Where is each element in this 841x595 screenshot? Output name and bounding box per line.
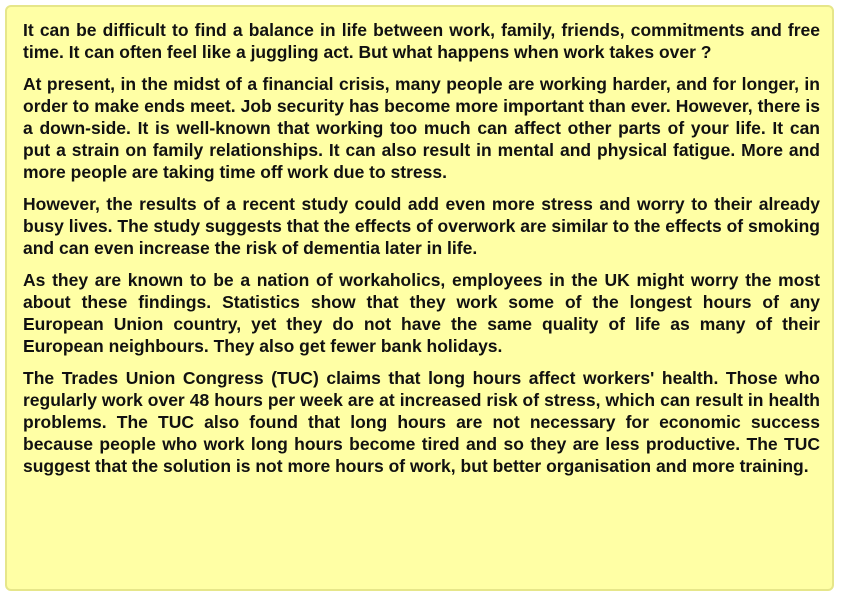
paragraph-intro: It can be difficult to find a balance in life between work, family, friends, commitments and free time. It can often feel like a juggling act. But what happens when work takes over ? <box>23 20 820 62</box>
article-panel <box>5 5 834 591</box>
paragraph-financial-crisis: At present, in the midst of a financial crisis, many people are working harder, and for longer, in order to make ends meet. Job security has become more important than ever. However, there is a down-side. It is well-known that working too much can affect other parts of your life. It can put a strain on family relationships. It can also result in mental and physical fatigue. More and more people are taking time off work due to stress. <box>23 74 820 182</box>
paragraph-uk-workaholics: As they are known to be a nation of workaholics, employees in the UK might worry the most about these findings. Statistics show that they work some of the longest hours of any European Union country, yet they do not have the same quality of life as many of their European neighbours. They also get fewer bank holidays. <box>23 270 820 356</box>
paragraph-recent-study: However, the results of a recent study could add even more stress and worry to their already busy lives. The study suggests that the effects of overwork are similar to the effects of smoking and can even increase the risk of dementia later in life. <box>23 194 820 258</box>
paragraph-tuc-claims: The Trades Union Congress (TUC) claims that long hours affect workers' health. Those who regularly work over 48 hours per week are at increased risk of stress, which can result in health problems. The TUC also found that long hours are not necessary for economic success because people who work long hours become tired and so they are less productive. The TUC suggest that the solution is not more hours of work, but better organisation and more training. <box>23 368 820 476</box>
